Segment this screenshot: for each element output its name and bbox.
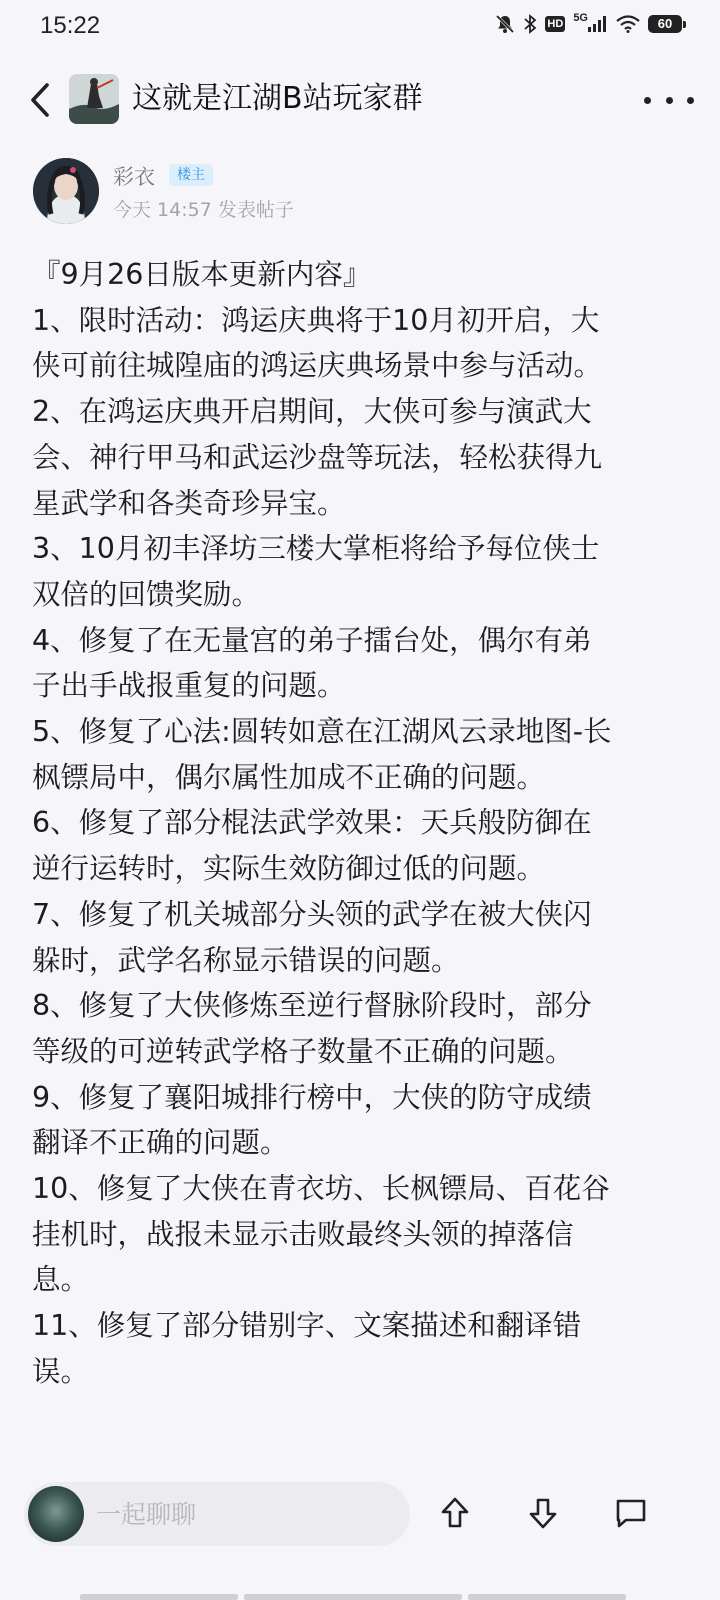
nav-strip xyxy=(244,1594,462,1600)
status-time: 15:22 xyxy=(40,12,101,39)
owner-badge: 楼主 xyxy=(169,164,213,186)
comment-box xyxy=(24,1482,410,1546)
user-avatar[interactable] xyxy=(28,1486,84,1542)
group-title: 这就是江湖B站玩家群 xyxy=(132,81,423,116)
author-name[interactable]: 彩衣 xyxy=(113,165,155,189)
author-avatar[interactable] xyxy=(33,158,99,224)
post-line: 误。 xyxy=(32,1354,90,1388)
post-line: 双倍的回馈奖励。 xyxy=(32,577,261,611)
post-line: 枫镖局中，偶尔属性加成不正确的问题。 xyxy=(32,760,546,794)
back-button[interactable] xyxy=(20,78,60,122)
network-type-label: 5G xyxy=(573,12,588,24)
upvote-button[interactable] xyxy=(432,1490,478,1536)
post-line: 6、修复了部分棍法武学效果：天兵般防御在 xyxy=(32,806,592,840)
post-line: 9、修复了襄阳城排行榜中，大侠的防守成绩 xyxy=(32,1080,592,1114)
post-line: 3、10月初丰泽坊三楼大掌柜将给予每位侠士 xyxy=(32,532,600,566)
status-icons xyxy=(495,14,682,34)
post-line: 息。 xyxy=(32,1263,90,1297)
post-line: 11、修复了部分错别字、文案描述和翻译错 xyxy=(32,1309,582,1343)
post-line: 7、修复了机关城部分头领的武学在被大侠闪 xyxy=(32,897,592,931)
cellular-signal-icon xyxy=(573,12,608,32)
post-line: 1、限时活动：鸿运庆典将于10月初开启，大 xyxy=(32,303,600,337)
post-line: 5、修复了心法:圆转如意在江湖风云录地图-长 xyxy=(32,715,612,749)
post-line: 侠可前往城隍庙的鸿运庆典场景中参与活动。 xyxy=(32,349,603,383)
comment-icon xyxy=(614,1497,648,1529)
reply-button[interactable] xyxy=(608,1490,654,1536)
post-line: 10、修复了大侠在青衣坊、长枫镖局、百花谷 xyxy=(32,1172,610,1206)
post-body xyxy=(32,252,682,1395)
post-line: 子出手战报重复的问题。 xyxy=(32,669,346,703)
post-line: 等级的可逆转武学格子数量不正确的问题。 xyxy=(32,1034,574,1068)
post-line: 4、修复了在无量宫的弟子擂台处，偶尔有弟 xyxy=(32,623,592,657)
chevron-left-icon xyxy=(28,82,52,118)
bottom-bar xyxy=(0,1470,720,1600)
post-line: 2、在鸿运庆典开启期间，大侠可参与演武大 xyxy=(32,395,592,429)
post-line: 星武学和各类奇珍异宝。 xyxy=(32,486,346,520)
group-avatar[interactable] xyxy=(69,74,119,124)
comment-input[interactable] xyxy=(94,1482,398,1548)
arrow-up-icon xyxy=(440,1496,470,1530)
post-line: 翻译不正确的问题。 xyxy=(32,1126,289,1160)
mute-icon xyxy=(495,14,515,34)
post-line: 会、神行甲马和武运沙盘等玩法，轻松获得九 xyxy=(32,440,603,474)
post-line: 8、修复了大侠修炼至逆行督脉阶段时，部分 xyxy=(32,989,592,1023)
downvote-button[interactable] xyxy=(520,1490,566,1536)
header xyxy=(0,60,720,140)
more-dots-icon xyxy=(666,97,673,104)
post-author xyxy=(0,155,720,235)
post-line: 『9月26日版本更新内容』 xyxy=(32,258,372,291)
post-line: 逆行运转时，实际生效防御过低的问题。 xyxy=(32,852,546,886)
more-dots-icon xyxy=(687,97,694,104)
nav-strip xyxy=(468,1594,626,1600)
post-meta: 今天 14:57 发表帖子 xyxy=(113,199,294,221)
post-line: 躲时，武学名称显示错误的问题。 xyxy=(32,943,460,977)
more-dots-icon xyxy=(644,97,651,104)
arrow-down-icon xyxy=(528,1496,558,1530)
wifi-icon xyxy=(616,15,640,33)
more-button[interactable] xyxy=(644,84,694,116)
bluetooth-icon xyxy=(523,14,537,34)
status-bar xyxy=(0,0,720,56)
nav-strip xyxy=(80,1594,238,1600)
post-line: 挂机时，战报未显示击败最终头领的掉落信 xyxy=(32,1217,574,1251)
battery-icon: 60 xyxy=(648,15,682,33)
hd-badge: HD xyxy=(547,18,564,30)
